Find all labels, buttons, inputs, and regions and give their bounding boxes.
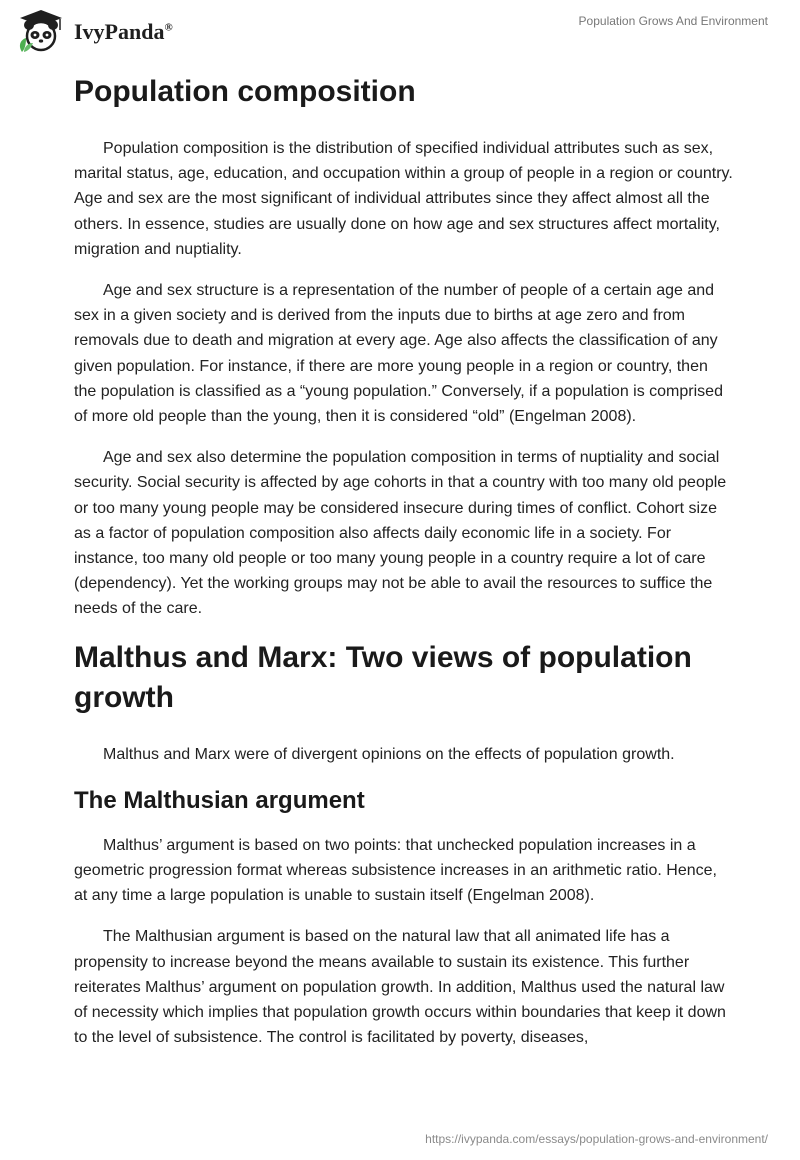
document-title: Population Grows And Environment [578, 14, 768, 28]
paragraph: Age and sex structure is a representation of the number of people of a certain age and sex in a given society and is derived from the inputs due to births at age zero and from removals due to death and migration at every age. Age also affects the classification of any given population. For instance, if there are more young people in a region or country, then the population is classified as a “young population.” Conversely, if a population is comprised of more old people than the young, then it is considered “old” (Engelman 2008). [74, 282, 723, 426]
brand-name: IvyPanda® [74, 19, 173, 44]
heading-malthus-and-marx: Malthus and Marx: Two views of population growth [74, 640, 692, 714]
heading-malthusian-argument: The Malthusian argument [74, 786, 365, 814]
paragraph: The Malthusian argument is based on the natural law that all animated life has a propensity to increase beyond the means available to sustain its existence. This further reiterates Malthus’ argument on population growth. In addition, Malthus used the natural law of necessity which implies that population growth occurs within boundaries that keep it down to the level of subsistence. The control is facilitated by poverty, diseases, [74, 928, 726, 1047]
ivypanda-logo[interactable] [14, 8, 173, 54]
source-url-link[interactable]: https://ivypanda.com/essays/population-grows-and-environment/ [425, 1132, 768, 1146]
paragraph: Malthus’ argument is based on two points: that unchecked population increases in a geometric progression format whereas subsistence increases in an arithmetic ratio. Hence, at any time a large population is unable to sustain itself (Engelman 2008). [74, 836, 717, 905]
page-header [0, 0, 800, 60]
paragraph: Age and sex also determine the population composition in terms of nuptiality and social security. Social security is affected by age cohorts in that a country with too many old people or too many young people may be considered insecure during times of conflict. Cohort size as a factor of population composition also affects daily economic life in a society. For instance, too many old people or too many young people in a country require a lot of care (dependency). Yet the working groups may not be able to avail the resources to suffice the needs of the care. [74, 449, 727, 618]
essay-content [74, 68, 734, 1066]
heading-population-composition: Population composition [74, 75, 416, 108]
paragraph: Population composition is the distribution of specified individual attributes such as sex, marital status, age, education, and occupation within a group of people in a region or country. Age and sex are the most significant of individual attributes since they affect almost all the others. In essence, studies are usually done on how age and sex structures affect mortality, migration and nuptiality. [74, 140, 733, 258]
panda-icon [14, 8, 68, 54]
paragraph: Malthus and Marx were of divergent opinions on the effects of population growth. [103, 745, 675, 763]
